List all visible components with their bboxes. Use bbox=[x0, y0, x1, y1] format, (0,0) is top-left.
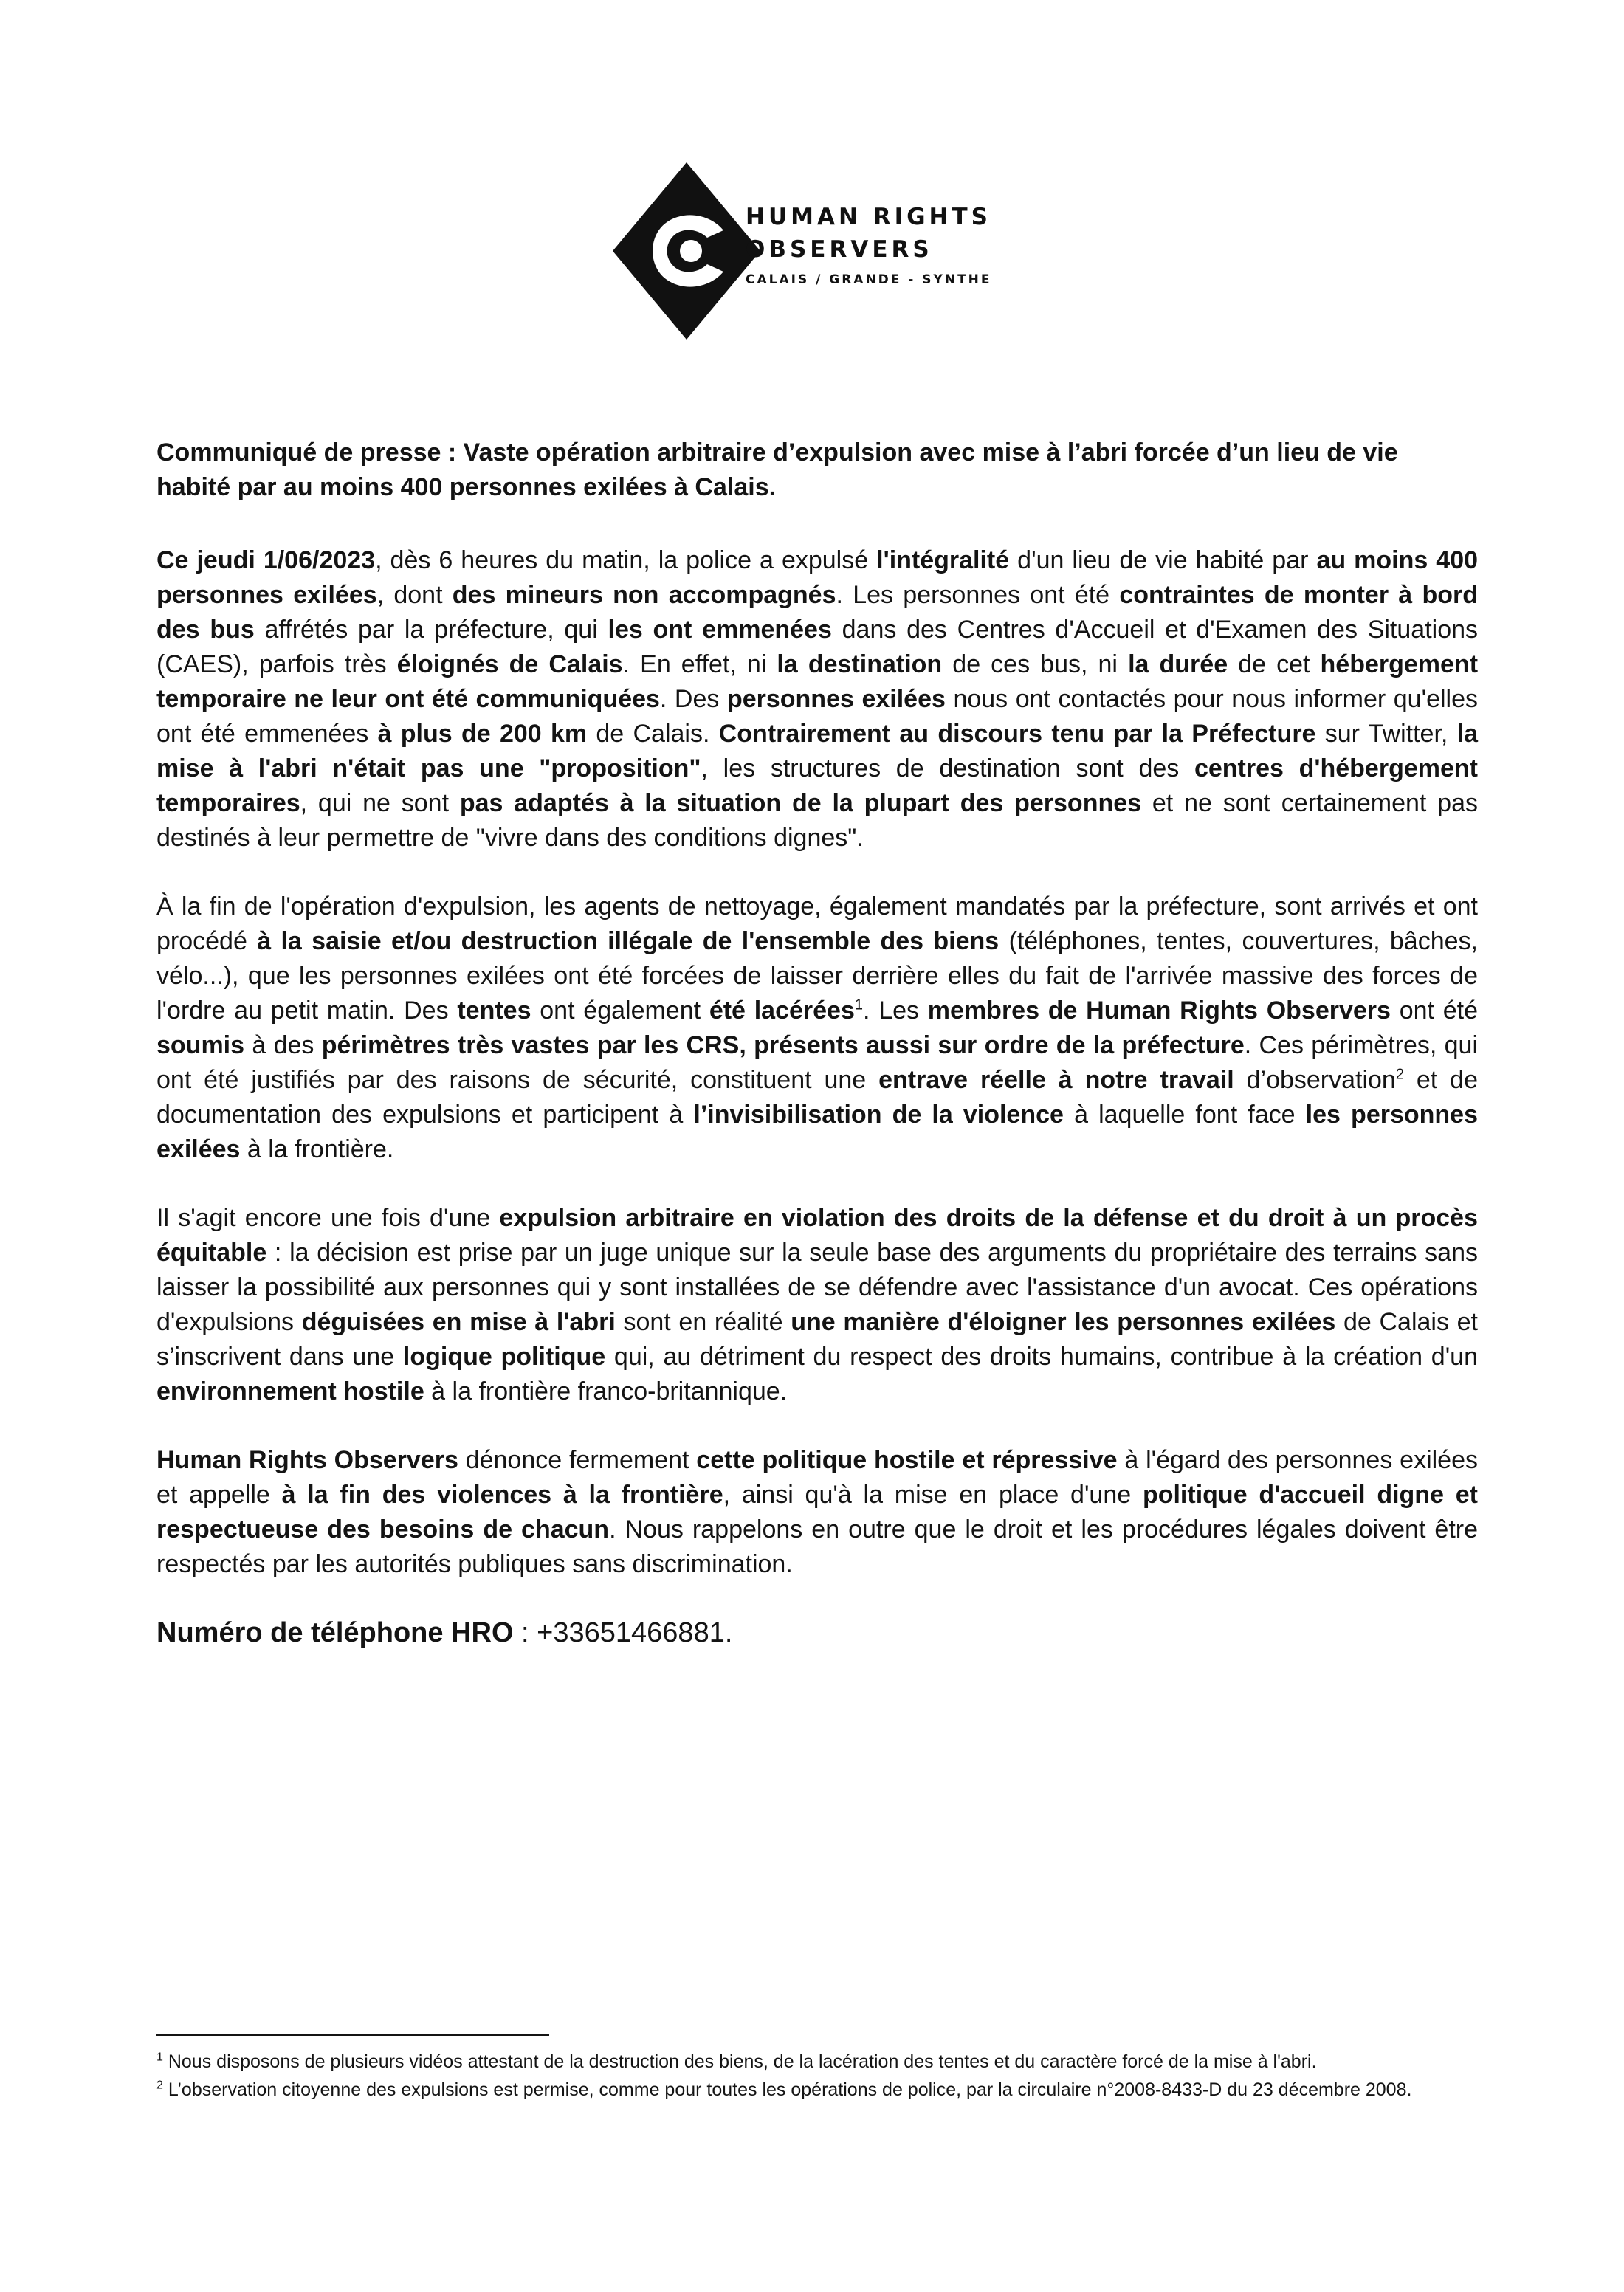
bold-span: soumis bbox=[156, 1031, 245, 1059]
bold-span: entrave réelle à notre travail bbox=[878, 1066, 1234, 1094]
bold-span: politique d'accueil digne et respectueuse des besoins de chacun bbox=[156, 1481, 1478, 1544]
text-span: sur Twitter, bbox=[1315, 720, 1457, 748]
bold-span: la mise à l'abri n'était pas une "proposition" bbox=[156, 720, 1479, 782]
footnote-2 bbox=[156, 2077, 1478, 2102]
bold-span: au moins 400 personnes exilées bbox=[156, 546, 1479, 609]
bold-span: logique politique bbox=[402, 1343, 606, 1371]
footnote-2-number: 2 bbox=[156, 2079, 163, 2092]
hro-diamond-logo-icon bbox=[613, 162, 760, 340]
text-span: . Des bbox=[659, 685, 727, 713]
bold-span: Human Rights Observers bbox=[156, 1446, 458, 1474]
hro-logo bbox=[613, 162, 1026, 340]
text-span: . Les personnes ont été bbox=[836, 581, 1120, 609]
bold-span: les personnes exilées bbox=[156, 1101, 1479, 1163]
footnote-ref-2[interactable]: 2 bbox=[1395, 1066, 1404, 1083]
bold-span: hébergement temporaire ne leur ont été communiquées bbox=[156, 650, 1479, 713]
bold-span: les ont emmenées bbox=[608, 616, 832, 644]
text-span: d’observation bbox=[1234, 1066, 1396, 1094]
bold-span: éloignés de Calais bbox=[396, 650, 623, 678]
text-span: , qui ne sont bbox=[300, 789, 460, 817]
logo-line-1: HUMAN RIGHTS bbox=[746, 204, 991, 230]
text-span: d'un lieu de vie habité par bbox=[1009, 546, 1317, 574]
text-span: sont en réalité bbox=[615, 1308, 791, 1336]
logo-line-3: CALAIS / GRANDE - SYNTHE bbox=[746, 272, 992, 287]
text-span: dans des Centres d'Accueil et d'Examen des Situations (CAES), parfois très bbox=[156, 616, 1479, 678]
bold-span: membres de Human Rights Observers bbox=[927, 997, 1391, 1025]
text-span: à la frontière franco-britannique. bbox=[424, 1377, 788, 1405]
text-span: de Calais. bbox=[587, 720, 719, 748]
paragraph-1 bbox=[156, 543, 1478, 856]
text-span: , dès 6 heures du matin, la police a expulsé bbox=[375, 546, 877, 574]
bold-span: une manière d'éloigner les personnes exilées bbox=[791, 1308, 1336, 1336]
text-span: . En effet, ni bbox=[622, 650, 777, 678]
text-span: ont également bbox=[531, 997, 709, 1025]
bold-span: tentes bbox=[457, 997, 531, 1025]
phone-number[interactable]: : +33651466881. bbox=[513, 1617, 733, 1648]
bold-span: été lacérées bbox=[709, 997, 855, 1025]
bold-span: pas adaptés à la situation de la plupart des personnes bbox=[459, 789, 1142, 817]
text-span: , ainsi qu'à la mise en place d'une bbox=[723, 1481, 1143, 1509]
logo-line-2: OBSERVERS bbox=[746, 236, 933, 263]
text-span: , dont bbox=[376, 581, 453, 609]
bold-span: périmètres très vastes par les CRS, présents aussi sur ordre de la préfecture bbox=[321, 1031, 1245, 1059]
text-span: À la fin de l'opération d'expulsion, les agents de nettoyage, également mandatés par la préfecture, sont arrivés et ont procédé bbox=[156, 892, 1478, 955]
press-release-body bbox=[156, 436, 1478, 1684]
footnote-1-number: 1 bbox=[156, 2051, 163, 2064]
bold-span: contraintes de monter à bord des bus bbox=[156, 581, 1479, 644]
text-span: à l'égard des personnes exilées et appelle bbox=[156, 1446, 1478, 1509]
logo-wordmark bbox=[746, 201, 992, 291]
footnote-divider bbox=[156, 2034, 549, 2036]
footnotes bbox=[156, 2049, 1478, 2105]
bold-span: l’invisibilisation de la violence bbox=[693, 1101, 1064, 1129]
text-span: . Nous rappelons en outre que le droit et les procédures légales doivent être respectés par les autorités publiques sans discrimination. bbox=[156, 1515, 1478, 1578]
bold-span: la destination bbox=[777, 650, 943, 678]
bold-span: la durée bbox=[1128, 650, 1228, 678]
text-span: affrétés par la préfecture, qui bbox=[254, 616, 608, 644]
bold-span: Contrairement au discours tenu par la Préfecture bbox=[718, 720, 1316, 748]
footnote-1 bbox=[156, 2049, 1478, 2074]
bold-span: à la fin des violences à la frontière bbox=[281, 1481, 723, 1509]
bold-span: déguisées en mise à l'abri bbox=[301, 1308, 616, 1336]
text-span: , les structures de destination sont des bbox=[701, 754, 1194, 782]
footnote-ref-1[interactable]: 1 bbox=[854, 997, 863, 1013]
bold-span: environnement hostile bbox=[156, 1377, 424, 1405]
bold-span: à la saisie et/ou destruction illégale de l'ensemble des biens bbox=[257, 927, 999, 955]
phone-label: Numéro de téléphone HRO bbox=[156, 1617, 514, 1648]
text-span: de ces bus, ni bbox=[942, 650, 1129, 678]
press-release-title: Communiqué de presse : Vaste opération arbitraire d’expulsion avec mise à l’abri forcée d’un lieu de vie habité par au moins 400 personnes exilées à Calais. bbox=[156, 438, 1398, 501]
paragraph-4 bbox=[156, 1443, 1478, 1582]
text-span: à laquelle font face bbox=[1063, 1101, 1306, 1129]
bold-span: des mineurs non accompagnés bbox=[452, 581, 836, 609]
text-span: de cet bbox=[1228, 650, 1321, 678]
bold-span: à plus de 200 km bbox=[377, 720, 588, 748]
text-span: et ne sont certainement pas destinés à leur permettre de "vivre dans des conditions dignes". bbox=[156, 789, 1478, 852]
paragraph-3 bbox=[156, 1201, 1478, 1409]
text-span: (téléphones, tentes, couvertures, bâches, vélo...), que les personnes exilées ont été forcées de laisser derrière elles du fait de l'arrivée massive des forces de l'ordre au petit matin. Des bbox=[156, 927, 1478, 1025]
bold-span: l'intégralité bbox=[876, 546, 1010, 574]
bold-span: Ce jeudi 1/06/2023 bbox=[156, 546, 376, 574]
footnote-2-text: L’observation citoyenne des expulsions est permise, comme pour toutes les opérations de police, par la circulaire n°2008-8433-D du 23 décembre 2008. bbox=[162, 2079, 1412, 2100]
text-span: : la décision est prise par un juge unique sur la seule base des arguments du propriétaire des terrains sans laisser la possibilité aux personnes qui y sont installées de se défendre avec l'assistance d'un avocat. Ces opérations d'expulsions bbox=[156, 1239, 1478, 1336]
paragraph-2 bbox=[156, 889, 1478, 1167]
text-span: de Calais et s’inscrivent dans une bbox=[156, 1308, 1478, 1371]
text-span: Il s'agit encore une fois d'une bbox=[156, 1204, 500, 1232]
text-span: qui, au détriment du respect des droits humains, contribue à la création d'un bbox=[605, 1343, 1479, 1371]
bold-span: cette politique hostile et répressive bbox=[696, 1446, 1118, 1474]
text-span: ont été bbox=[1390, 997, 1478, 1025]
text-span: et de documentation des expulsions et participent à bbox=[156, 1066, 1478, 1129]
bold-span: personnes exilées bbox=[726, 685, 946, 713]
text-span: à des bbox=[244, 1031, 322, 1059]
text-span: dénonce fermement bbox=[458, 1446, 697, 1474]
text-span: . Les bbox=[863, 997, 928, 1025]
bold-span: centres d'hébergement temporaires bbox=[156, 754, 1478, 817]
text-span: . Ces périmètres, qui ont été justifiés par des raisons de sécurité, constituent une bbox=[156, 1031, 1478, 1094]
phone-line bbox=[156, 1616, 1478, 1651]
text-span: à la frontière. bbox=[240, 1135, 394, 1163]
text-span: nous ont contactés pour nous informer qu'elles ont été emmenées bbox=[156, 685, 1478, 748]
bold-span: expulsion arbitraire en violation des droits de la défense et du droit à un procès équitable bbox=[156, 1204, 1479, 1267]
footnote-1-text: Nous disposons de plusieurs vidéos attestant de la destruction des biens, de la lacération des tentes et du caractère forcé de la mise à l'abri. bbox=[162, 2051, 1317, 2072]
